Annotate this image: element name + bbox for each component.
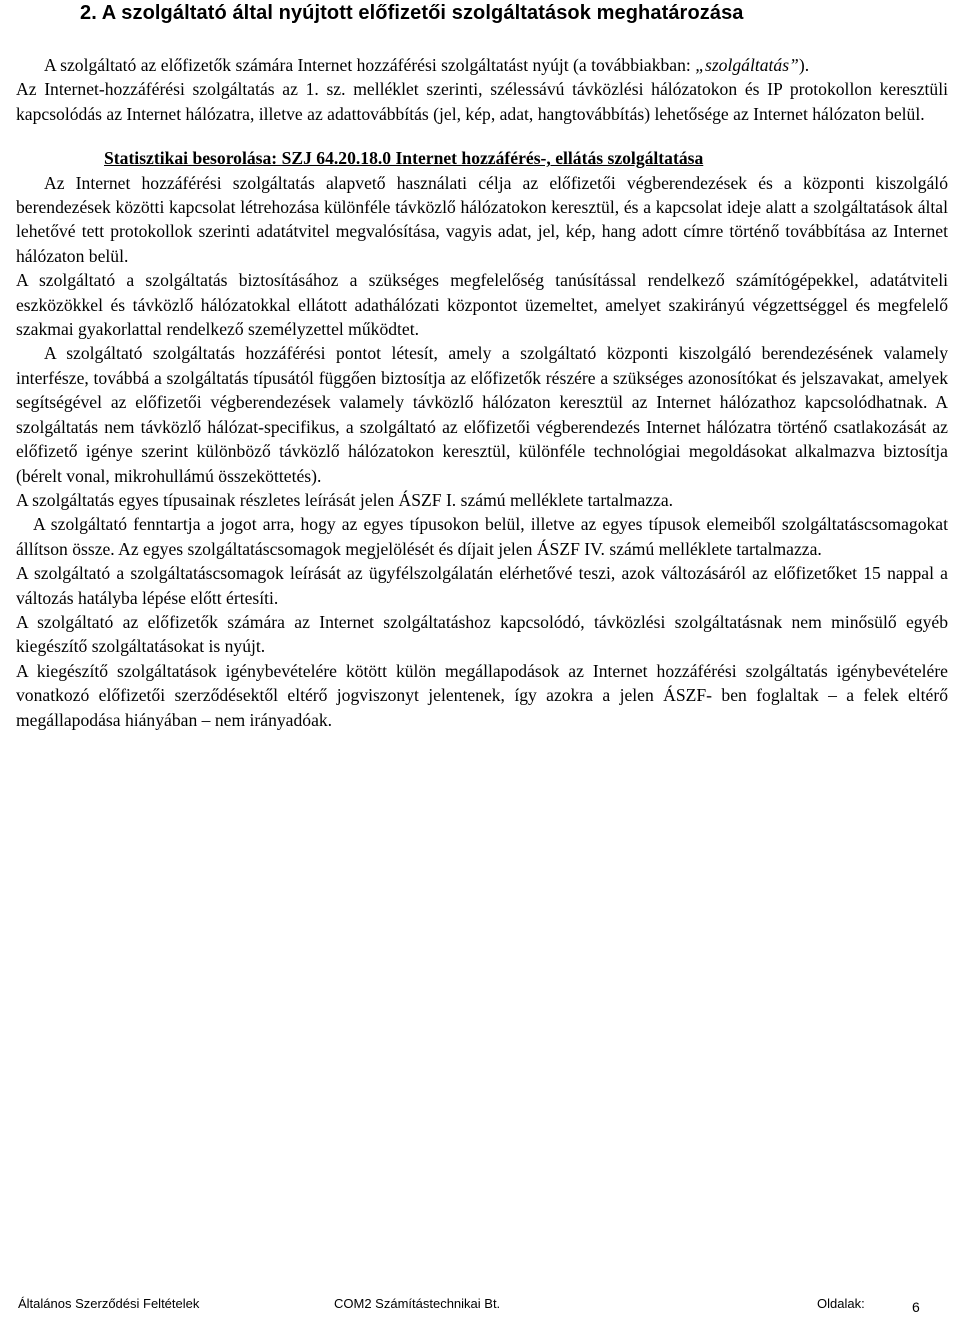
page-footer [0,1296,960,1320]
intro-text-end: ). [798,55,810,75]
document-body [16,53,948,732]
paragraph-supplementary-agreements: A kiegészítő szolgáltatások igénybevételére kötött külön megállapodások az Internet hozzáférési szolgáltatás igénybevételére vonatkozó előfizetői szerződésektől eltérő jogviszonyt jelentenek, így azokra a jelen ÁSZF- ben foglaltak – a felek eltérő megállapodása hiányában – nem irányadóak. [16,660,948,730]
paragraph-infrastructure: A szolgáltató a szolgáltatás biztosításához a szükséges megfelelőség tanúsítással rendelkező számítógépekkel, adatátviteli eszközökkel és távközlő hálózatokkal ellátott adathálózati központot üzemeltet, amelyet szakirányú végzettséggel és megfelelő szakmai gyakorlattal rendelkező személyzettel működtet. [16,270,948,340]
intro-paragraph-1 [16,53,948,77]
footer-pages-label: Oldalak: [817,1296,865,1311]
paragraph-supplementary [6,610,948,659]
intro-text: A szolgáltató az előfizetők számára Internet hozzáférési szolgáltatást nyújt (a továbbiakban: [44,55,696,75]
paragraph-package-description: A szolgáltató a szolgáltatáscsomagok leírását az ügyfélszolgálatán elérhetővé teszi, azok változásáról az előfizetőket 15 nappal a változás hatályba lépése előtt értesíti. [16,563,948,608]
intro-paragraph-2: Az Internet-hozzáférési szolgáltatás az 1. sz. melléklet szerinti, szélessávú távközlési hálózatokon és IP protokollon keresztüli kapcsolódás az Internet hálózatra, illetve az adattovábbítás (jel, kép, adat, hangtovábbítás) lehetősége az Internet hálózaton belül. [16,79,948,124]
statistical-classification: Statisztikai besorolása: SZJ 64.20.18.0 Internet hozzáférés-, ellátás szolgáltatása [104,148,704,169]
footer-company-name: COM2 Számítástechnikai Bt. [334,1296,501,1311]
section-heading: 2. A szolgáltató által nyújtott előfizetői szolgáltatások meghatározása [80,2,744,24]
footer-page-number: 6 [912,1299,920,1315]
footer-document-title: Általános Szerződési Feltételek [18,1296,200,1311]
paragraph-supplementary-text: A szolgáltató az előfizetők számára az Internet szolgáltatáshoz kapcsolódó, távközlési szolgáltatásnak nem minősülő egyéb kiegészítő szolgáltatásokat is nyújt. [16,611,948,657]
paragraph-types: A szolgáltatás egyes típusainak részletes leírását jelen ÁSZF I. számú melléklete tartalmazza. [16,489,674,510]
paragraph-access-point: A szolgáltató szolgáltatás hozzáférési pontot létesít, amely a szolgáltató központi kiszolgáló berendezésének valamely interfésze, továbbá a szolgáltatás típusától függően biztosítja az előfizetők részére a szükséges azonosítókat és jelszavakat, amelyek segítségével az előfizetői végberendezések valamely távközlő hálózaton keresztül az Internet hálózathoz kapcsolódhatnak. A szolgáltatás nem távközlő hálózat-specifikus, a szolgáltató az előfizetői végberendezés Internet hálózatra történő csatlakozását az előfizető igénye szerint különböző távközlő hálózatokon keresztül, különféle technológiai megoldásokat alkalmazva biztosítja (bérelt vonal, mikrohullámú összeköttetés). [16,343,948,486]
service-term: „szolgáltatás” [695,55,799,75]
paragraph-packages: A szolgáltató fenntartja a jogot arra, hogy az egyes típusokon belül, illetve az egyes típusok elemeiből szolgáltatáscsomagokat állítson össze. Az egyes szolgáltatáscsomagok megjelölését és díjait jelen ÁSZF IV. számú melléklete tartalmazza. [16,514,948,559]
paragraph-purpose: Az Internet hozzáférési szolgáltatás alapvető használati célja az előfizetői végberendezések és a központi kiszolgáló berendezések közötti kapcsolat létrehozása különféle távközlő hálózatokon keresztül, és a kapcsolat ideje alatt a szolgáltatások által lehetővé tett protokollok szerinti adatátvitel megvalósítása, vagyis adat, jel, kép, hang adott címre történő továbbítása az Internet hálózaton belül. [16,172,948,266]
